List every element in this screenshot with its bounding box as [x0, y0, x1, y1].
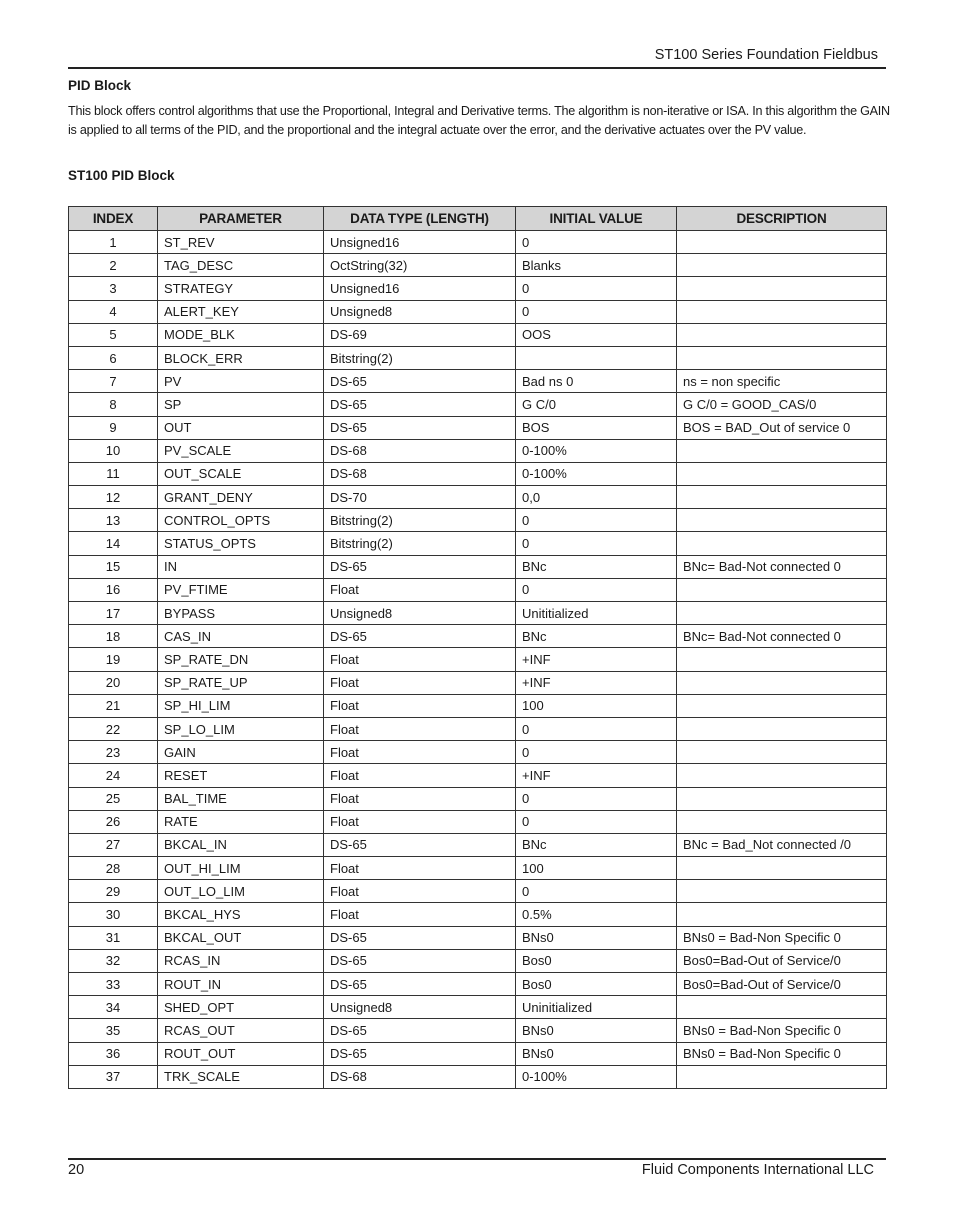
- cell-parameter: GRANT_DENY: [158, 486, 324, 509]
- cell-description: G C/0 = GOOD_CAS/0: [677, 393, 887, 416]
- cell-initial-value: 0: [516, 717, 677, 740]
- cell-parameter: TRK_SCALE: [158, 1065, 324, 1088]
- cell-initial-value: 0: [516, 578, 677, 601]
- cell-initial-value: +INF: [516, 671, 677, 694]
- cell-index: 23: [69, 741, 158, 764]
- column-header-parameter: PARAMETER: [158, 207, 324, 231]
- cell-data-type: DS-69: [324, 323, 516, 346]
- cell-description: [677, 346, 887, 369]
- table-row: [69, 370, 887, 393]
- cell-description: BNs0 = Bad-Non Specific 0: [677, 1042, 887, 1065]
- cell-parameter: SP_RATE_UP: [158, 671, 324, 694]
- cell-initial-value: 0: [516, 509, 677, 532]
- table-row: [69, 509, 887, 532]
- cell-description: [677, 996, 887, 1019]
- cell-description: [677, 741, 887, 764]
- table-row: [69, 671, 887, 694]
- cell-data-type: DS-65: [324, 625, 516, 648]
- cell-description: [677, 462, 887, 485]
- cell-parameter: CAS_IN: [158, 625, 324, 648]
- cell-description: [677, 323, 887, 346]
- cell-index: 6: [69, 346, 158, 369]
- table-row: [69, 787, 887, 810]
- cell-initial-value: BNs0: [516, 1042, 677, 1065]
- cell-parameter: ALERT_KEY: [158, 300, 324, 323]
- cell-data-type: DS-65: [324, 833, 516, 856]
- cell-description: [677, 277, 887, 300]
- cell-initial-value: BNc: [516, 625, 677, 648]
- table-row: [69, 996, 887, 1019]
- table-row: [69, 1042, 887, 1065]
- cell-initial-value: 0: [516, 880, 677, 903]
- cell-index: 25: [69, 787, 158, 810]
- cell-initial-value: +INF: [516, 648, 677, 671]
- column-header-initial-value: INITIAL VALUE: [516, 207, 677, 231]
- cell-index: 36: [69, 1042, 158, 1065]
- cell-initial-value: BNs0: [516, 926, 677, 949]
- cell-parameter: SP_LO_LIM: [158, 717, 324, 740]
- cell-index: 31: [69, 926, 158, 949]
- table-row: [69, 486, 887, 509]
- cell-description: BNc= Bad-Not connected 0: [677, 555, 887, 578]
- cell-initial-value: BNc: [516, 833, 677, 856]
- cell-parameter: PV: [158, 370, 324, 393]
- cell-description: Bos0=Bad-Out of Service/0: [677, 973, 887, 996]
- cell-description: [677, 671, 887, 694]
- cell-index: 32: [69, 949, 158, 972]
- cell-initial-value: 100: [516, 694, 677, 717]
- cell-description: [677, 602, 887, 625]
- cell-index: 18: [69, 625, 158, 648]
- cell-data-type: Float: [324, 857, 516, 880]
- cell-initial-value: 100: [516, 857, 677, 880]
- cell-description: [677, 648, 887, 671]
- cell-parameter: PV_FTIME: [158, 578, 324, 601]
- column-header-data-type: DATA TYPE (LENGTH): [324, 207, 516, 231]
- cell-parameter: SP_HI_LIM: [158, 694, 324, 717]
- table-row: [69, 625, 887, 648]
- cell-description: BNc = Bad_Not connected /0: [677, 833, 887, 856]
- cell-data-type: DS-65: [324, 416, 516, 439]
- table-row: [69, 648, 887, 671]
- cell-initial-value: BOS: [516, 416, 677, 439]
- cell-data-type: Unsigned8: [324, 300, 516, 323]
- table-row: [69, 880, 887, 903]
- cell-parameter: SP_RATE_DN: [158, 648, 324, 671]
- cell-index: 26: [69, 810, 158, 833]
- cell-parameter: RATE: [158, 810, 324, 833]
- footer-rule: [68, 1158, 886, 1160]
- cell-index: 7: [69, 370, 158, 393]
- table-row: [69, 717, 887, 740]
- cell-index: 33: [69, 973, 158, 996]
- cell-parameter: STATUS_OPTS: [158, 532, 324, 555]
- cell-index: 4: [69, 300, 158, 323]
- cell-initial-value: 0: [516, 532, 677, 555]
- cell-data-type: Bitstring(2): [324, 532, 516, 555]
- cell-index: 19: [69, 648, 158, 671]
- cell-index: 13: [69, 509, 158, 532]
- cell-index: 16: [69, 578, 158, 601]
- cell-index: 34: [69, 996, 158, 1019]
- running-header: ST100 Series Foundation Fieldbus: [654, 47, 878, 63]
- cell-parameter: CONTROL_OPTS: [158, 509, 324, 532]
- cell-data-type: DS-65: [324, 1042, 516, 1065]
- table-row: [69, 926, 887, 949]
- cell-initial-value: 0-100%: [516, 462, 677, 485]
- cell-data-type: DS-68: [324, 1065, 516, 1088]
- table-row: [69, 1065, 887, 1088]
- cell-parameter: ROUT_IN: [158, 973, 324, 996]
- cell-description: BNs0 = Bad-Non Specific 0: [677, 926, 887, 949]
- cell-data-type: Float: [324, 810, 516, 833]
- cell-initial-value: 0,0: [516, 486, 677, 509]
- cell-data-type: DS-65: [324, 1019, 516, 1042]
- table-row: [69, 741, 887, 764]
- table-row: [69, 555, 887, 578]
- table-row: [69, 462, 887, 485]
- cell-index: 8: [69, 393, 158, 416]
- footer-company: Fluid Components International LLC: [641, 1162, 874, 1178]
- table-row: [69, 323, 887, 346]
- cell-index: 35: [69, 1019, 158, 1042]
- cell-initial-value: +INF: [516, 764, 677, 787]
- cell-parameter: RESET: [158, 764, 324, 787]
- cell-data-type: Unsigned8: [324, 602, 516, 625]
- cell-initial-value: 0-100%: [516, 439, 677, 462]
- cell-index: 11: [69, 462, 158, 485]
- table-row: [69, 254, 887, 277]
- cell-description: ns = non specific: [677, 370, 887, 393]
- cell-description: BOS = BAD_Out of service 0: [677, 416, 887, 439]
- cell-parameter: TAG_DESC: [158, 254, 324, 277]
- cell-parameter: PV_SCALE: [158, 439, 324, 462]
- cell-description: [677, 694, 887, 717]
- cell-initial-value: 0-100%: [516, 1065, 677, 1088]
- table-row: [69, 973, 887, 996]
- cell-initial-value: Blanks: [516, 254, 677, 277]
- cell-description: [677, 578, 887, 601]
- cell-parameter: BKCAL_OUT: [158, 926, 324, 949]
- cell-initial-value: BNc: [516, 555, 677, 578]
- cell-parameter: BKCAL_IN: [158, 833, 324, 856]
- cell-description: [677, 532, 887, 555]
- table-row: [69, 1019, 887, 1042]
- cell-index: 20: [69, 671, 158, 694]
- cell-initial-value: 0: [516, 277, 677, 300]
- cell-initial-value: Bad ns 0: [516, 370, 677, 393]
- section-intro: This block offers control algorithms that use the Proportional, Integral and Derivative terms. The algorithm is non-iterative or ISA. In this algorithm the GAIN is applied to all terms of the PID, and the proportional and the integral actuate over the error, and the derivative actuates over the PV value.: [68, 104, 890, 137]
- cell-index: 17: [69, 602, 158, 625]
- cell-parameter: SHED_OPT: [158, 996, 324, 1019]
- table-row: [69, 949, 887, 972]
- cell-index: 10: [69, 439, 158, 462]
- cell-data-type: DS-68: [324, 462, 516, 485]
- cell-description: [677, 439, 887, 462]
- cell-data-type: Float: [324, 578, 516, 601]
- cell-parameter: BKCAL_HYS: [158, 903, 324, 926]
- cell-data-type: Unsigned8: [324, 996, 516, 1019]
- page-number: 20: [68, 1162, 85, 1178]
- cell-description: [677, 231, 887, 254]
- cell-data-type: Float: [324, 717, 516, 740]
- cell-initial-value: Bos0: [516, 949, 677, 972]
- cell-initial-value: 0: [516, 300, 677, 323]
- cell-index: 2: [69, 254, 158, 277]
- cell-initial-value: 0.5%: [516, 903, 677, 926]
- cell-description: [677, 486, 887, 509]
- table-body: [69, 231, 887, 1089]
- table-header-row: [69, 207, 887, 231]
- cell-index: 22: [69, 717, 158, 740]
- cell-data-type: Float: [324, 787, 516, 810]
- cell-parameter: BYPASS: [158, 602, 324, 625]
- table-row: [69, 578, 887, 601]
- cell-data-type: DS-65: [324, 555, 516, 578]
- cell-index: 15: [69, 555, 158, 578]
- cell-parameter: ST_REV: [158, 231, 324, 254]
- table-row: [69, 416, 887, 439]
- cell-description: [677, 509, 887, 532]
- cell-parameter: IN: [158, 555, 324, 578]
- cell-parameter: ROUT_OUT: [158, 1042, 324, 1065]
- cell-parameter: RCAS_OUT: [158, 1019, 324, 1042]
- table-title: ST100 PID Block: [68, 168, 175, 183]
- cell-parameter: BLOCK_ERR: [158, 346, 324, 369]
- cell-data-type: DS-65: [324, 973, 516, 996]
- cell-data-type: Float: [324, 764, 516, 787]
- cell-index: 14: [69, 532, 158, 555]
- column-header-description: DESCRIPTION: [677, 207, 887, 231]
- header-rule: [68, 67, 886, 69]
- cell-initial-value: 0: [516, 231, 677, 254]
- cell-initial-value: [516, 346, 677, 369]
- cell-data-type: Float: [324, 648, 516, 671]
- cell-data-type: DS-65: [324, 393, 516, 416]
- cell-initial-value: 0: [516, 810, 677, 833]
- cell-index: 1: [69, 231, 158, 254]
- table-row: [69, 833, 887, 856]
- cell-parameter: OUT_LO_LIM: [158, 880, 324, 903]
- cell-parameter: OUT_HI_LIM: [158, 857, 324, 880]
- cell-parameter: GAIN: [158, 741, 324, 764]
- cell-data-type: Float: [324, 903, 516, 926]
- cell-initial-value: OOS: [516, 323, 677, 346]
- cell-description: [677, 903, 887, 926]
- table-row: [69, 346, 887, 369]
- cell-data-type: Unsigned16: [324, 277, 516, 300]
- cell-index: 5: [69, 323, 158, 346]
- cell-description: [677, 764, 887, 787]
- cell-index: 24: [69, 764, 158, 787]
- cell-initial-value: 0: [516, 741, 677, 764]
- table-row: [69, 694, 887, 717]
- cell-data-type: DS-65: [324, 949, 516, 972]
- cell-data-type: Float: [324, 741, 516, 764]
- cell-description: Bos0=Bad-Out of Service/0: [677, 949, 887, 972]
- cell-data-type: DS-65: [324, 370, 516, 393]
- table-row: [69, 857, 887, 880]
- cell-initial-value: Unititialized: [516, 602, 677, 625]
- cell-initial-value: BNs0: [516, 1019, 677, 1042]
- cell-description: [677, 787, 887, 810]
- cell-data-type: OctString(32): [324, 254, 516, 277]
- cell-data-type: DS-65: [324, 926, 516, 949]
- cell-description: BNc= Bad-Not connected 0: [677, 625, 887, 648]
- table-row: [69, 300, 887, 323]
- table-row: [69, 277, 887, 300]
- cell-index: 27: [69, 833, 158, 856]
- cell-data-type: DS-68: [324, 439, 516, 462]
- cell-index: 21: [69, 694, 158, 717]
- cell-data-type: Bitstring(2): [324, 346, 516, 369]
- cell-data-type: Unsigned16: [324, 231, 516, 254]
- cell-parameter: OUT: [158, 416, 324, 439]
- table-row: [69, 810, 887, 833]
- cell-parameter: STRATEGY: [158, 277, 324, 300]
- cell-data-type: Float: [324, 671, 516, 694]
- cell-data-type: DS-70: [324, 486, 516, 509]
- cell-index: 28: [69, 857, 158, 880]
- cell-description: [677, 880, 887, 903]
- cell-description: [677, 810, 887, 833]
- parameter-table: [68, 206, 887, 1089]
- cell-index: 37: [69, 1065, 158, 1088]
- section-title: PID Block: [68, 78, 132, 93]
- cell-description: [677, 1065, 887, 1088]
- cell-description: [677, 300, 887, 323]
- cell-parameter: RCAS_IN: [158, 949, 324, 972]
- cell-data-type: Float: [324, 694, 516, 717]
- table-row: [69, 602, 887, 625]
- cell-parameter: OUT_SCALE: [158, 462, 324, 485]
- cell-index: 30: [69, 903, 158, 926]
- cell-parameter: BAL_TIME: [158, 787, 324, 810]
- cell-data-type: Float: [324, 880, 516, 903]
- cell-index: 29: [69, 880, 158, 903]
- cell-parameter: MODE_BLK: [158, 323, 324, 346]
- cell-initial-value: G C/0: [516, 393, 677, 416]
- cell-index: 3: [69, 277, 158, 300]
- table-row: [69, 532, 887, 555]
- cell-index: 9: [69, 416, 158, 439]
- table-row: [69, 439, 887, 462]
- table-row: [69, 903, 887, 926]
- cell-index: 12: [69, 486, 158, 509]
- cell-description: BNs0 = Bad-Non Specific 0: [677, 1019, 887, 1042]
- table-row: [69, 764, 887, 787]
- table-row: [69, 231, 887, 254]
- cell-description: [677, 857, 887, 880]
- cell-initial-value: Bos0: [516, 973, 677, 996]
- cell-parameter: SP: [158, 393, 324, 416]
- column-header-index: INDEX: [69, 207, 158, 231]
- cell-data-type: Bitstring(2): [324, 509, 516, 532]
- cell-description: [677, 254, 887, 277]
- table-row: [69, 393, 887, 416]
- cell-initial-value: Uninitialized: [516, 996, 677, 1019]
- cell-initial-value: 0: [516, 787, 677, 810]
- cell-description: [677, 717, 887, 740]
